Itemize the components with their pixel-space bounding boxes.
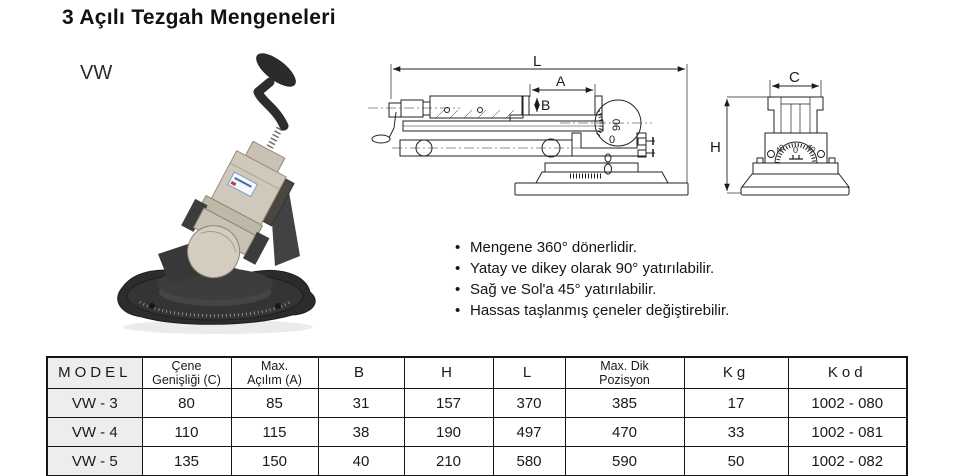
cell-kg: 17 xyxy=(684,389,788,418)
side-view-drawing xyxy=(368,64,688,195)
table-row xyxy=(47,389,907,418)
col-header-kod: Kod xyxy=(788,357,907,389)
cell-max-opening: 150 xyxy=(231,447,318,476)
cell-h: 210 xyxy=(404,447,493,476)
table-row xyxy=(47,418,907,447)
cell-l: 497 xyxy=(493,418,565,447)
technical-drawings xyxy=(360,45,950,215)
col-header-max-vertical: Max. Dik Pozisyon xyxy=(565,357,684,389)
front-dial-right-40: 40 xyxy=(804,141,818,155)
cell-l: 370 xyxy=(493,389,565,418)
col-header-kg: Kg xyxy=(684,357,788,389)
feature-item-4: • Hassas taşlanmış çeneler değiştirebilir. xyxy=(455,300,729,321)
cell-b: 40 xyxy=(318,447,404,476)
dim-label-B: B xyxy=(541,97,551,113)
col-header-b: B xyxy=(318,357,404,389)
cell-kod: 1002 - 081 xyxy=(788,418,907,447)
header-row xyxy=(47,357,907,389)
crank-handle xyxy=(251,47,301,126)
cell-b: 31 xyxy=(318,389,404,418)
spec-table xyxy=(46,356,908,476)
cell-model: VW - 3 xyxy=(47,389,142,418)
cell-max-vertical: 470 xyxy=(565,418,684,447)
dial-label-90: 90 xyxy=(611,118,623,131)
feature-item-3: • Sağ ve Sol'a 45° yatırılabilir. xyxy=(455,279,729,300)
front-dial-left-40: 40 xyxy=(773,142,787,156)
col-header-h: H xyxy=(404,357,493,389)
cell-max-opening: 85 xyxy=(231,389,318,418)
cell-b: 38 xyxy=(318,418,404,447)
table-row xyxy=(47,447,907,476)
cell-kg: 33 xyxy=(684,418,788,447)
col-header-model: MODEL xyxy=(47,357,142,389)
feature-list xyxy=(455,237,729,321)
cell-kg: 50 xyxy=(684,447,788,476)
cell-model: VW - 5 xyxy=(47,447,142,476)
cell-jaw-width: 80 xyxy=(142,389,231,418)
dim-label-A: A xyxy=(556,73,566,89)
cell-jaw-width: 110 xyxy=(142,418,231,447)
col-header-jaw-width: Çene Genişliği (C) xyxy=(142,357,231,389)
dim-label-L: L xyxy=(533,53,542,70)
front-view-drawing xyxy=(727,80,849,195)
col-header-max-opening: Max. Açılım (A) xyxy=(231,357,318,389)
dim-label-H: H xyxy=(710,139,721,156)
col-header-l: L xyxy=(493,357,565,389)
dim-label-C: C xyxy=(789,69,800,86)
cell-kod: 1002 - 080 xyxy=(788,389,907,418)
cell-max-vertical: 385 xyxy=(565,389,684,418)
cell-max-vertical: 590 xyxy=(565,447,684,476)
cell-h: 157 xyxy=(404,389,493,418)
cell-model: VW - 4 xyxy=(47,418,142,447)
cell-h: 190 xyxy=(404,418,493,447)
product-photo xyxy=(100,44,340,336)
feature-item-1: • Mengene 360° dönerlidir. xyxy=(455,237,729,258)
series-label: VW xyxy=(80,62,113,84)
page-title: 3 Açılı Tezgah Mengeneleri xyxy=(62,6,336,29)
cell-jaw-width: 135 xyxy=(142,447,231,476)
dial-label-0: 0 xyxy=(609,134,616,146)
cell-l: 580 xyxy=(493,447,565,476)
feature-item-2: • Yatay ve dikey olarak 90° yatırılabilir. xyxy=(455,258,729,279)
front-dial-0: 0 xyxy=(793,145,799,155)
cell-kod: 1002 - 082 xyxy=(788,447,907,476)
cell-max-opening: 115 xyxy=(231,418,318,447)
